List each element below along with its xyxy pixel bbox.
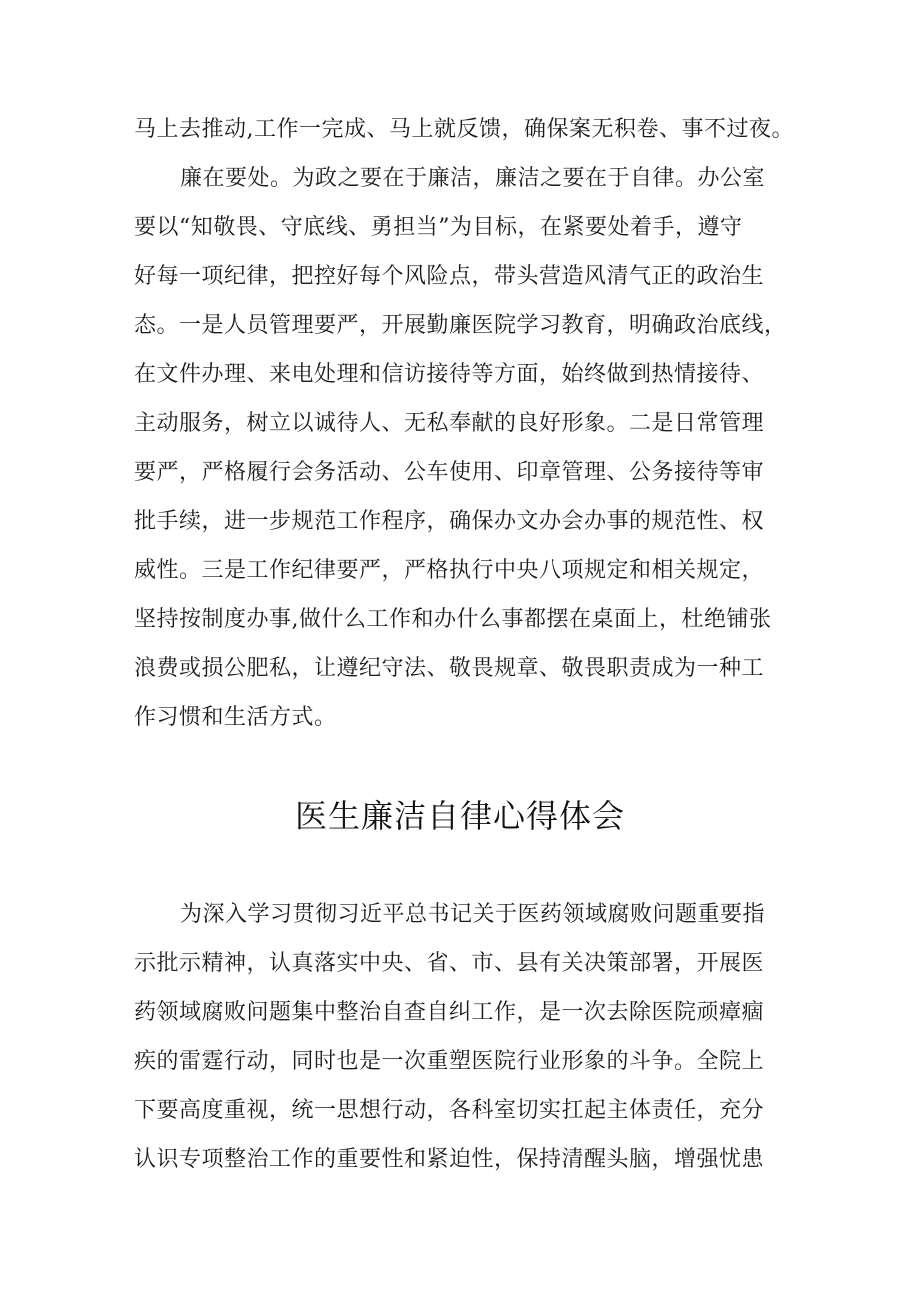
text-line: 批手续，进一步规范工作程序，确保办文办会办事的规范性、权 bbox=[134, 509, 765, 534]
text-line: 坚持按制度办事,做什么工作和办什么事都摆在桌面上，杜绝铺张 bbox=[134, 607, 772, 632]
text-line: 好每一项纪律，把控好每个风险点，带头营造风清气正的政治生 bbox=[134, 264, 765, 289]
text-line: 廉在要处。为政之要在于廉洁，廉洁之要在于自律。办公室 bbox=[180, 166, 766, 191]
text-line: 在文件办理、来电处理和信访接待等方面，始终做到热情接待、 bbox=[134, 362, 765, 387]
text-line: 要以“知敬畏、守底线、勇担当”为目标，在紧要处着手，遵守 bbox=[134, 215, 743, 240]
text-line: 马上去推动,工作一完成、马上就反馈，确保案无积卷、事不过夜。 bbox=[134, 117, 794, 142]
text-line: 疾的雷霆行动，同时也是一次重塑医院行业形象的斗争。全院上 bbox=[134, 1049, 765, 1074]
text-line: 作习惯和生活方式。 bbox=[134, 705, 337, 730]
text-line: 威性。三是工作纪律要严，严格执行中央八项规定和相关规定， bbox=[134, 558, 765, 583]
text-line: 为深入学习贯彻习近平总书记关于医药领域腐败问题重要指 bbox=[180, 902, 766, 927]
text-line: 示批示精神，认真落实中央、省、市、县有关决策部署，开展医 bbox=[134, 951, 765, 976]
text-line: 主动服务，树立以诚待人、无私奉献的良好形象。二是日常管理 bbox=[134, 411, 765, 436]
text-line: 下要高度重视，统一思想行动，各科室切实扛起主体责任，充分 bbox=[134, 1098, 765, 1123]
document-title: 医生廉洁自律心得体会 bbox=[294, 797, 625, 835]
text-line: 态。一是人员管理要严，开展勤廉医院学习教育，明确政治底线， bbox=[134, 313, 787, 338]
text-line: 要严，严格履行会务活动、公车使用、印章管理、公务接待等审 bbox=[134, 460, 765, 485]
text-line: 浪费或损公肥私，让遵纪守法、敬畏规章、敬畏职责成为一种工 bbox=[134, 656, 765, 681]
text-line: 药领域腐败问题集中整治自查自纠工作，是一次去除医院顽瘴痼 bbox=[134, 1000, 765, 1025]
text-line: 认识专项整治工作的重要性和紧迫性，保持清醒头脑，增强忧患 bbox=[134, 1147, 765, 1172]
